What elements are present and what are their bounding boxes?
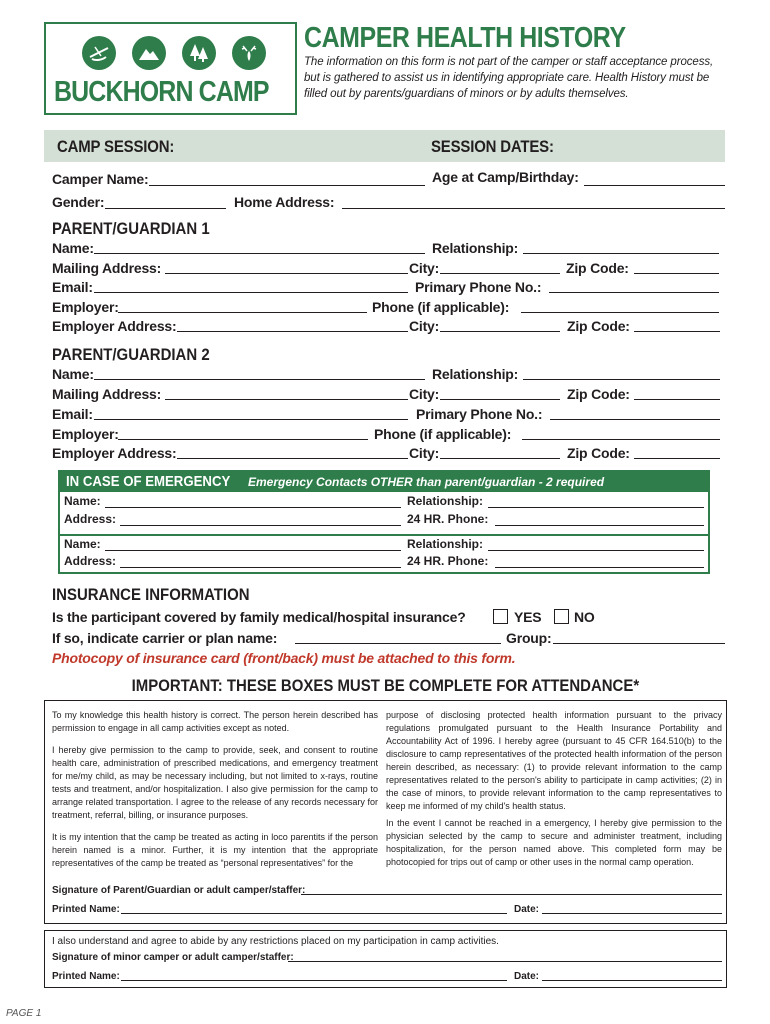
- em1-phone-field[interactable]: [495, 525, 704, 526]
- g2-mailing-label: Mailing Address:: [52, 386, 162, 402]
- intro-text: The information on this form is not part of the camper or staff acceptance process, but is gathered to assist us in identifying appropriate care. Health History must be filled out by parents/guardians of minors or by adults themselves.: [304, 56, 714, 100]
- em2-phone-field[interactable]: [495, 567, 704, 568]
- g2-zip2-label: Zip Code:: [567, 445, 630, 461]
- em2-phone-label: 24 HR. Phone:: [407, 554, 489, 568]
- insurance-question: Is the participant covered by family medical/hospital insurance?: [52, 609, 466, 625]
- em1-address-field[interactable]: [120, 525, 401, 526]
- emergency-contacts-box: [58, 470, 710, 574]
- agreement-date-field[interactable]: [542, 980, 722, 981]
- g1-name-label: Name:: [52, 240, 94, 256]
- em2-address-label: Address:: [64, 554, 117, 568]
- em1-phone-label: 24 HR. Phone:: [407, 512, 489, 526]
- page-number: PAGE 1: [6, 1008, 42, 1019]
- home-address-label: Home Address:: [234, 194, 335, 210]
- g2-phone-if-label: Phone (if applicable):: [374, 426, 512, 442]
- g1-primary-phone-field[interactable]: [549, 292, 719, 293]
- parent-signature-label: Signature of Parent/Guardian or adult camper/staffer:: [52, 885, 306, 896]
- g1-email-field[interactable]: [94, 292, 408, 293]
- gender-label: Gender:: [52, 194, 105, 210]
- g2-employer-address-field[interactable]: [177, 458, 408, 459]
- insurance-heading: INSURANCE INFORMATION: [52, 585, 250, 604]
- g2-email-field[interactable]: [94, 419, 408, 420]
- g2-mailing-field[interactable]: [165, 399, 408, 400]
- camper-name-label: Camper Name:: [52, 171, 149, 187]
- g1-phone-if-field[interactable]: [521, 312, 719, 313]
- g1-email-label: Email:: [52, 279, 93, 295]
- g2-relationship-label: Relationship:: [432, 366, 519, 382]
- important-heading: IMPORTANT: THESE BOXES MUST BE COMPLETE FOR ATTENDANCE*: [131, 676, 639, 695]
- g2-employer-label: Employer:: [52, 426, 119, 442]
- page-title: CAMPER HEALTH HISTORY: [304, 22, 626, 54]
- em2-relationship-field[interactable]: [488, 550, 704, 551]
- guardian2-heading: PARENT/GUARDIAN 2: [52, 345, 210, 364]
- g2-city2-label: City:: [409, 445, 440, 461]
- g1-employer-address-label: Employer Address:: [52, 318, 177, 334]
- yes-label: YES: [514, 609, 542, 625]
- em1-relationship-field[interactable]: [488, 507, 704, 508]
- session-dates-label: SESSION DATES:: [431, 137, 554, 156]
- g1-employer-label: Employer:: [52, 299, 119, 315]
- g1-name-field[interactable]: [94, 253, 425, 254]
- camper-name-field[interactable]: [149, 185, 425, 186]
- carrier-field[interactable]: [295, 643, 501, 644]
- consent-box: [44, 700, 727, 924]
- g1-relationship-field[interactable]: [523, 253, 719, 254]
- g2-city-label: City:: [409, 386, 440, 402]
- printed-name-label: Printed Name:: [52, 904, 120, 915]
- g2-employer-field[interactable]: [118, 439, 368, 440]
- g1-mailing-label: Mailing Address:: [52, 260, 162, 276]
- consent-left-p1: To my knowledge this health history is correct. The person herein described has permission to engage in all camp activities except as noted.: [52, 710, 378, 733]
- date-field[interactable]: [542, 913, 722, 914]
- no-checkbox[interactable]: [554, 609, 569, 624]
- home-address-field[interactable]: [342, 208, 725, 209]
- g2-primary-phone-field[interactable]: [550, 419, 720, 420]
- g2-name-field[interactable]: [94, 379, 425, 380]
- camp-session-label: CAMP SESSION:: [57, 137, 175, 156]
- consent-left-p3: It is my intention that the camp be treated as acting in loco parentits if the person herein named is a minor. Further, it is my intention that the appropriate representatives of the camp be treated as “personal representatives” for the: [52, 832, 378, 868]
- consent-right-p1: purpose of disclosing protected health information pursuant to the privacy regulations promulgated pursuant to the Health Insurance Portability and Accountability Act of 1996. I hereby agree (pursuant to 45 CFR 164.510(b) to the disclosure to camp representatives of the protected health information of the person herein described, as necessary: (1) to provide relevant information to the camp representatives related to the person's ability to participate in camp activities; (2) in the case of minors, to provide relevant information to the camp representatives to keep me informed of my child's health status.: [386, 710, 722, 811]
- minor-signature-field[interactable]: [288, 961, 722, 962]
- consent-left-p2: I hereby give permission to the camp to provide, seek, and consent to routine health care, administration of prescribed medications, and emergency treatment for me/my child, as may be necessary including, but not limited to x-rays, routine tests and treatment, and/or hospitalization. I also give permission for the camp to arrange related transportation. I agree to the release of any records necessary for treatment, referral, billing, or insurance purposes.: [52, 745, 378, 820]
- em1-name-field[interactable]: [105, 507, 401, 508]
- no-label: NO: [574, 609, 595, 625]
- photocopy-note: Photocopy of insurance card (front/back) must be attached to this form.: [52, 650, 516, 666]
- em1-relationship-label: Relationship:: [407, 494, 484, 508]
- g1-zip-label: Zip Code:: [566, 260, 629, 276]
- carrier-label: If so, indicate carrier or plan name:: [52, 630, 278, 646]
- em1-address-label: Address:: [64, 512, 117, 526]
- group-label: Group:: [506, 630, 552, 646]
- gender-field[interactable]: [105, 208, 226, 209]
- g1-city-label: City:: [409, 260, 440, 276]
- agreement-text: I also understand and agree to abide by any restrictions placed on my participation in camp activities.: [52, 936, 499, 947]
- emergency-divider: [60, 534, 708, 536]
- session-bar: [44, 130, 725, 162]
- emergency-header: [60, 472, 708, 492]
- camp-logo: [44, 22, 297, 115]
- g2-employer-address-label: Employer Address:: [52, 445, 177, 461]
- g2-phone-if-field[interactable]: [522, 439, 720, 440]
- emergency-heading: IN CASE OF EMERGENCY: [66, 473, 231, 490]
- g1-phone-if-label: Phone (if applicable):: [372, 299, 510, 315]
- g1-city2-label: City:: [409, 318, 440, 334]
- printed-name-field[interactable]: [121, 913, 507, 914]
- g1-mailing-field[interactable]: [165, 273, 408, 274]
- g1-city2-field[interactable]: [440, 331, 560, 332]
- trees-icon: [182, 36, 216, 70]
- em2-name-field[interactable]: [105, 550, 401, 551]
- g1-relationship-label: Relationship:: [432, 240, 519, 256]
- g1-employer-address-field[interactable]: [177, 331, 408, 332]
- g2-zip2-field[interactable]: [634, 458, 720, 459]
- g1-zip-field[interactable]: [634, 273, 719, 274]
- minor-signature-label: Signature of minor camper or adult camper/staffer:: [52, 952, 294, 963]
- g2-email-label: Email:: [52, 406, 93, 422]
- g2-zip-label: Zip Code:: [567, 386, 630, 402]
- em2-relationship-label: Relationship:: [407, 537, 484, 551]
- em2-address-field[interactable]: [120, 567, 401, 568]
- g2-name-label: Name:: [52, 366, 94, 382]
- logo-text: BUCKHORN CAMP: [54, 76, 269, 108]
- g1-primary-phone-label: Primary Phone No.:: [415, 279, 542, 295]
- age-field[interactable]: [584, 185, 725, 186]
- agreement-printed-field[interactable]: [121, 980, 507, 981]
- g2-city2-field[interactable]: [440, 458, 560, 459]
- agreement-box: [44, 930, 727, 988]
- g2-primary-phone-label: Primary Phone No.:: [416, 406, 543, 422]
- agreement-date-label: Date:: [514, 971, 540, 982]
- g2-zip-field[interactable]: [634, 399, 720, 400]
- g1-city-field[interactable]: [440, 273, 560, 274]
- parent-signature-field[interactable]: [301, 894, 722, 895]
- em2-name-label: Name:: [64, 537, 101, 551]
- date-label: Date:: [514, 904, 540, 915]
- group-field[interactable]: [553, 643, 725, 644]
- consent-right-p2: In the event I cannot be reached in a emergency, I hereby give permission to the physician selected by the camp to secure and administer treatment, including hospitalization, for the person named above. This completed form may be photocopied for trips out of camp or other uses in the normal camp operation.: [386, 818, 722, 867]
- yes-checkbox[interactable]: [493, 609, 508, 624]
- guardian1-heading: PARENT/GUARDIAN 1: [52, 219, 210, 238]
- g2-relationship-field[interactable]: [523, 379, 720, 380]
- mountain-icon: [132, 36, 166, 70]
- em1-name-label: Name:: [64, 494, 101, 508]
- g1-zip2-label: Zip Code:: [567, 318, 630, 334]
- agreement-printed-label: Printed Name:: [52, 971, 120, 982]
- canoe-icon: [82, 36, 116, 70]
- deer-icon: [232, 36, 266, 70]
- emergency-subheading: Emergency Contacts OTHER than parent/guardian - 2 required: [248, 475, 605, 489]
- age-label: Age at Camp/Birthday:: [432, 169, 579, 185]
- g2-city-field[interactable]: [440, 399, 560, 400]
- g1-employer-field[interactable]: [118, 312, 367, 313]
- g1-zip2-field[interactable]: [634, 331, 720, 332]
